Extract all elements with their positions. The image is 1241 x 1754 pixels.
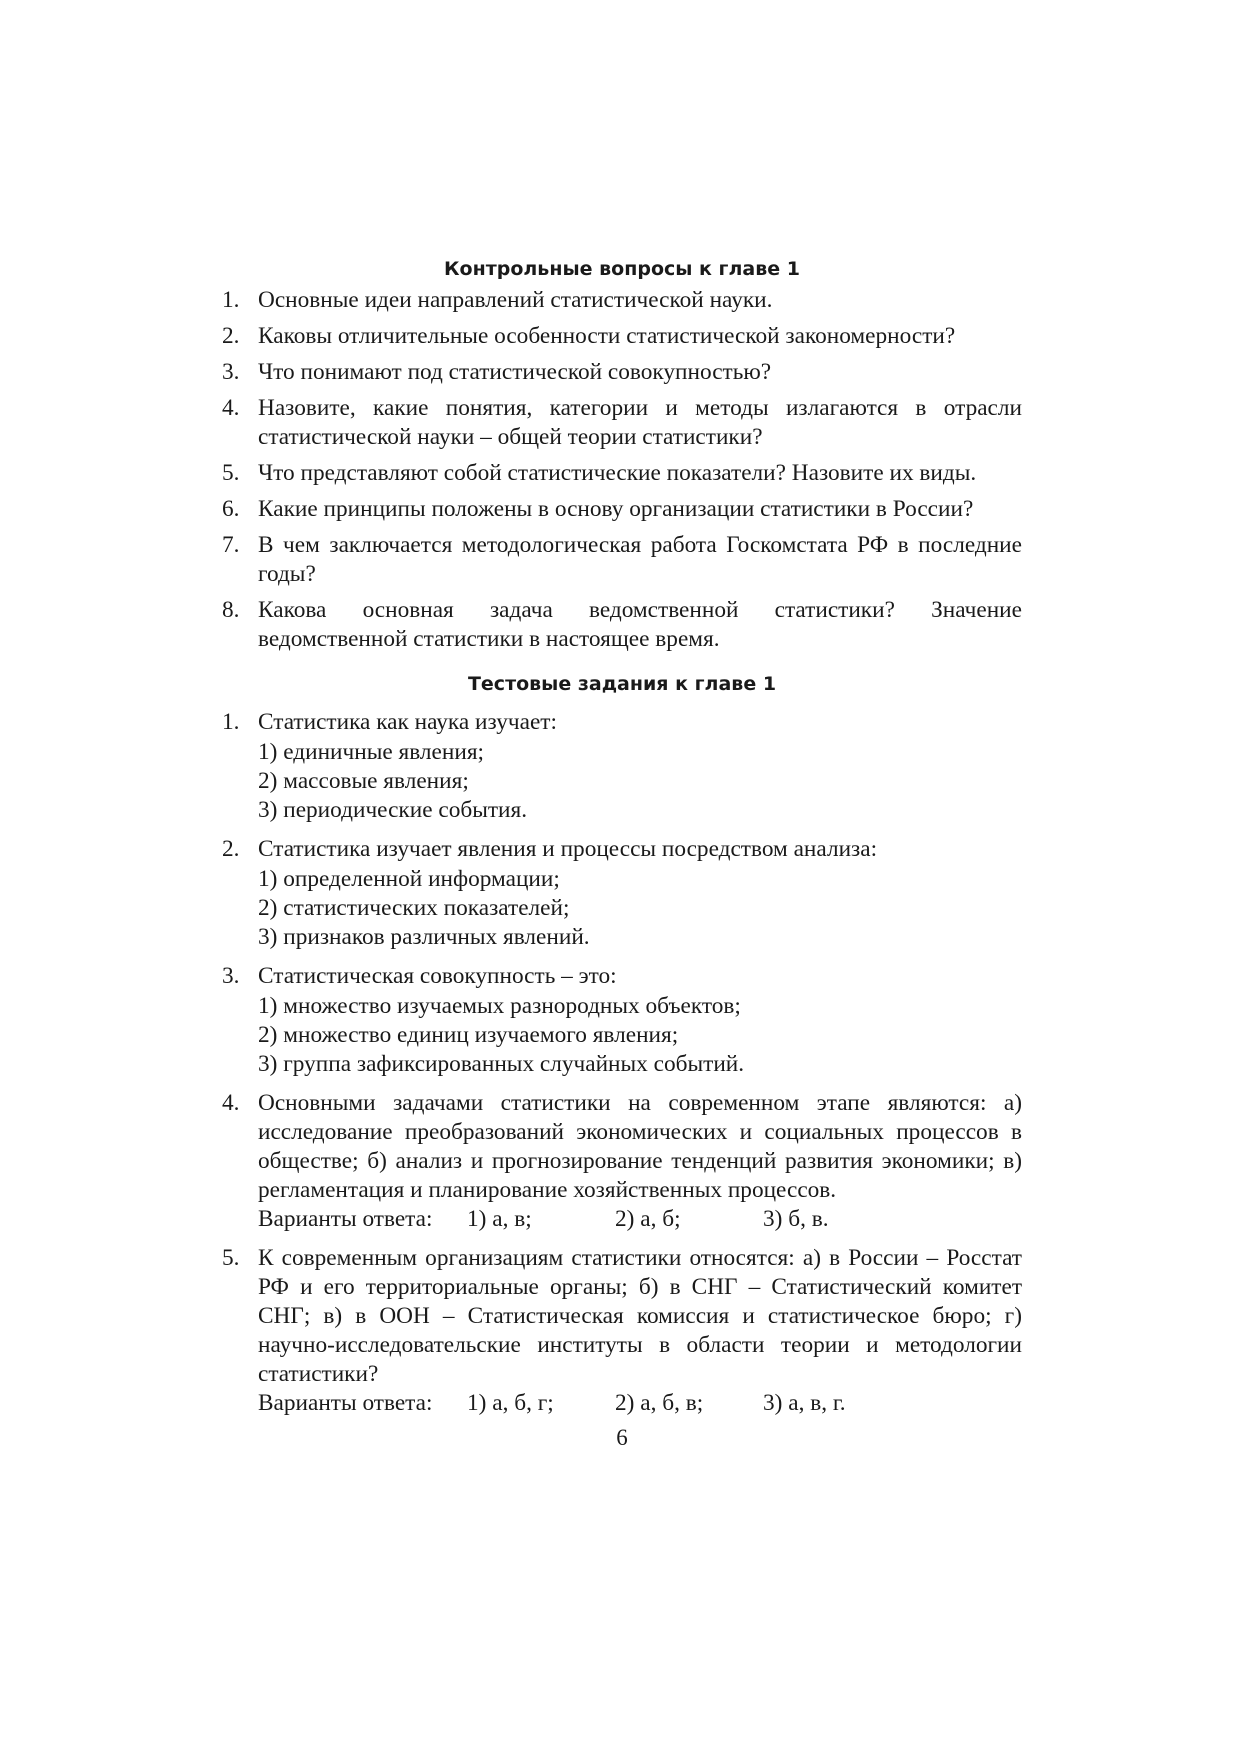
task-option: 3) признаков различных явлений. [258,924,590,950]
task-text: Статистика изучает явления и процессы посредством анализа: [258,836,878,862]
answer-variants-label: Варианты ответа: [258,1390,433,1416]
test-tasks-title: Тестовые задания к главе 1 [467,673,777,695]
task-option: 1) определенной информации; [258,866,560,892]
question-text: Какова основная задача ведомственной статистики? Значение ведомственной статистики в настоящее время. [258,597,1022,652]
answer-variant: 2) а, б, в; [615,1390,704,1416]
question-text: В чем заключается методологическая работа Госкомстата РФ в последние годы? [258,532,1022,587]
control-question [222,495,1022,524]
question-text: Назовите, какие понятия, категории и методы излагаются в отрасли статистической науки – общей теории статистики? [258,395,1022,450]
task-number: 4. [222,1090,240,1116]
question-number: 7. [222,532,240,558]
task-option: 3) периодические события. [258,797,528,823]
task-text: Статистическая совокупность – это: [258,963,617,989]
question-number: 8. [222,597,240,623]
control-question [222,394,1022,452]
control-question [222,459,1022,488]
answer-variants [258,1389,1022,1418]
task-option: 3) группа зафиксированных случайных событий. [258,1051,745,1077]
answer-variant: 1) а, в; [467,1206,532,1232]
task-text: Основными задачами статистики на современном этапе являются: а) исследование преобразований экономических и социальных процессов в обществе; б) анализ и прогнозирование тенденций развития экономики; в) регламентация и планирование хозяйственных процессов. [258,1090,1022,1203]
question-text: Каковы отличительные особенности статистической закономерности? [258,323,956,349]
task-text: К современным организациям статистики относятся: а) в России – Росстат РФ и его территориальные органы; б) в СНГ – Статистический комитет СНГ; в) в ООН – Статистическая комиссия и статистическое бюро; г) научно-исследовательские институты в области теории и методологии статистики? [258,1245,1022,1387]
control-questions-title: Контрольные вопросы к главе 1 [444,258,800,280]
test-task [222,708,1022,825]
test-task [222,835,1022,952]
answer-variant: 3) б, в. [763,1206,829,1232]
task-option: 1) множество изучаемых разнородных объектов; [258,993,741,1019]
task-option: 1) единичные явления; [258,739,485,765]
question-number: 5. [222,460,240,486]
answer-variants-label: Варианты ответа: [258,1206,433,1232]
task-text: Статистика как наука изучает: [258,709,557,735]
question-number: 1. [222,287,240,313]
control-question [222,286,1022,315]
question-number: 3. [222,359,240,385]
question-text: Основные идеи направлений статистической науки. [258,287,773,313]
question-text: Что понимают под статистической совокупностью? [258,359,772,385]
test-task [222,962,1022,1079]
control-question [222,322,1022,351]
question-text: Что представляют собой статистические показатели? Назовите их виды. [258,460,977,486]
question-number: 6. [222,496,240,522]
task-number: 3. [222,963,240,989]
task-number: 2. [222,836,240,862]
task-number: 5. [222,1245,240,1271]
question-number: 4. [222,395,240,421]
control-question [222,358,1022,387]
answer-variant: 2) а, б; [615,1206,681,1232]
test-tasks-list [222,708,1022,1418]
answer-variant: 3) а, в, г. [763,1390,846,1416]
task-number: 1. [222,709,240,735]
control-questions-list [222,286,1022,654]
control-question [222,531,1022,589]
task-option: 2) массовые явления; [258,768,469,794]
control-question [222,596,1022,654]
test-task [222,1089,1022,1234]
test-task [222,1244,1022,1418]
answer-variant: 1) а, б, г; [467,1390,554,1416]
question-text: Какие принципы положены в основу организации статистики в России? [258,496,974,522]
task-option: 2) статистических показателей; [258,895,570,921]
answer-variants [258,1205,1022,1234]
task-option: 2) множество единиц изучаемого явления; [258,1022,679,1048]
page-number: 6 [616,1425,628,1450]
question-number: 2. [222,323,240,349]
